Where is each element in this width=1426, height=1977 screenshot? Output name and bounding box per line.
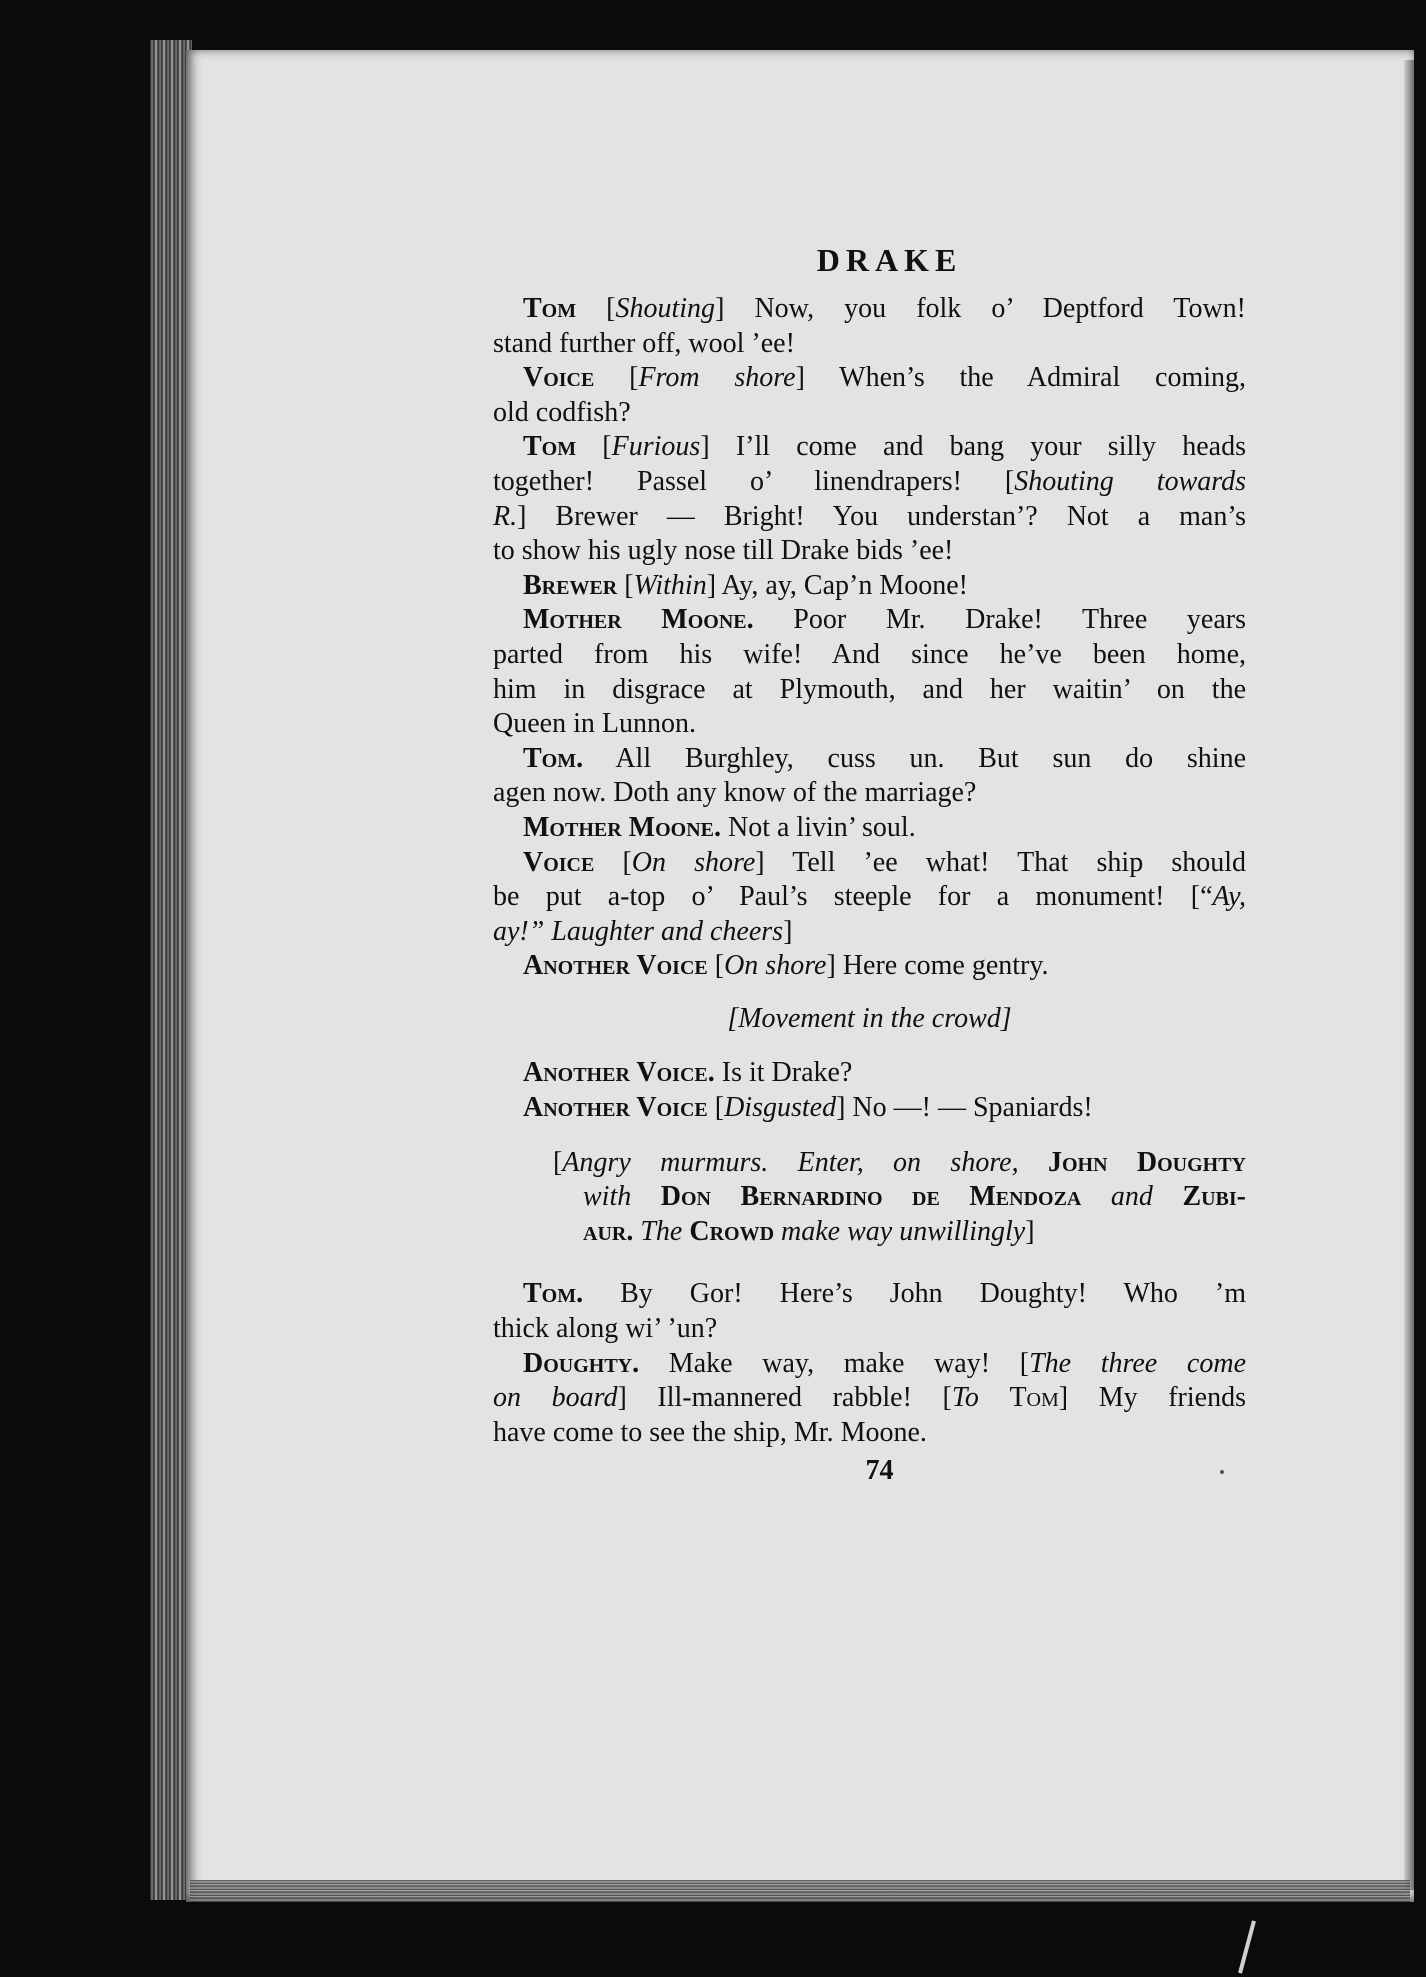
- text-line: aur. The Crowd make way unwillingly]: [583, 1215, 1035, 1247]
- text-line: Tom. All Burghley, cuss un. But sun do shine: [523, 742, 1246, 774]
- text-line: Another Voice. Is it Drake?: [523, 1057, 853, 1089]
- dialogue-block-3: [493, 1277, 1246, 1450]
- text-line: [Angry murmurs. Enter, on shore, John Doughty: [553, 1146, 1246, 1178]
- text-line: together! Passel o’ linendrapers! [Shouting towards: [493, 465, 1246, 497]
- dialogue-block-2: [493, 1056, 1246, 1125]
- text-line: be put a-top o’ Paul’s steeple for a monument! [“Ay,: [493, 881, 1246, 913]
- stage-direction-entrance: [493, 1146, 1246, 1250]
- page-edge-right: [1404, 60, 1414, 1890]
- text-line: Tom [Shouting] Now, you folk o’ Deptford Town!: [523, 293, 1246, 324]
- text-line: Mother Moone. Poor Mr. Drake! Three years: [523, 604, 1246, 636]
- text-line: on board] Ill-mannered rabble! [To Tom] My friends: [493, 1382, 1246, 1414]
- text-line: Queen in Lunnon.: [493, 708, 696, 740]
- text-line: Tom [Furious] I’ll come and bang your silly heads: [523, 431, 1246, 463]
- text-line: parted from his wife! And since he’ve been home,: [493, 638, 1246, 670]
- text-line: with Don Bernardino de Mendoza and Zubi-: [583, 1181, 1247, 1213]
- text-line: R.] Brewer — Bright! You understan’? Not a man’s: [493, 500, 1246, 532]
- text-line: to show his ugly nose till Drake bids ’ee!: [493, 535, 954, 567]
- text-line: ay!” Laughter and cheers]: [493, 915, 793, 947]
- text-line: Voice [From shore] When’s the Admiral coming,: [523, 362, 1246, 394]
- text-line: him in disgrace at Plymouth, and her waitin’ on the: [493, 673, 1246, 705]
- text-line: Voice [On shore] Tell ’ee what! That ship should: [523, 846, 1246, 878]
- dialogue-block-1: [493, 292, 1246, 984]
- text-line: Mother Moone. Not a livin’ soul.: [523, 811, 916, 843]
- text-line: agen now. Doth any know of the marriage?: [493, 777, 977, 809]
- running-head: DRAKE: [816, 242, 963, 278]
- text-line: thick along wi’ ’un?: [493, 1313, 718, 1345]
- scan-mark: [1238, 1920, 1256, 1973]
- page-edges-bottom: [190, 1880, 1410, 1902]
- text-line: Another Voice [Disgusted] No —! — Spaniards!: [523, 1092, 1093, 1124]
- text-line: Brewer [Within] Ay, ay, Cap’n Moone!: [523, 569, 968, 601]
- text-line: have come to see the ship, Mr. Moone.: [493, 1416, 927, 1448]
- stage-direction-movement: [Movement in the crowd]: [727, 1002, 1012, 1034]
- page-text: [493, 240, 1246, 1489]
- page-number: 74: [865, 1455, 894, 1487]
- text-line: old codfish?: [493, 396, 631, 428]
- text-line: stand further off, wool ’ee!: [493, 327, 795, 359]
- text-line: Another Voice [On shore] Here come gentry.: [523, 950, 1049, 982]
- text-line: Doughty. Make way, make way! [The three come: [523, 1347, 1246, 1379]
- text-line: Tom. By Gor! Here’s John Doughty! Who ’m: [523, 1278, 1246, 1310]
